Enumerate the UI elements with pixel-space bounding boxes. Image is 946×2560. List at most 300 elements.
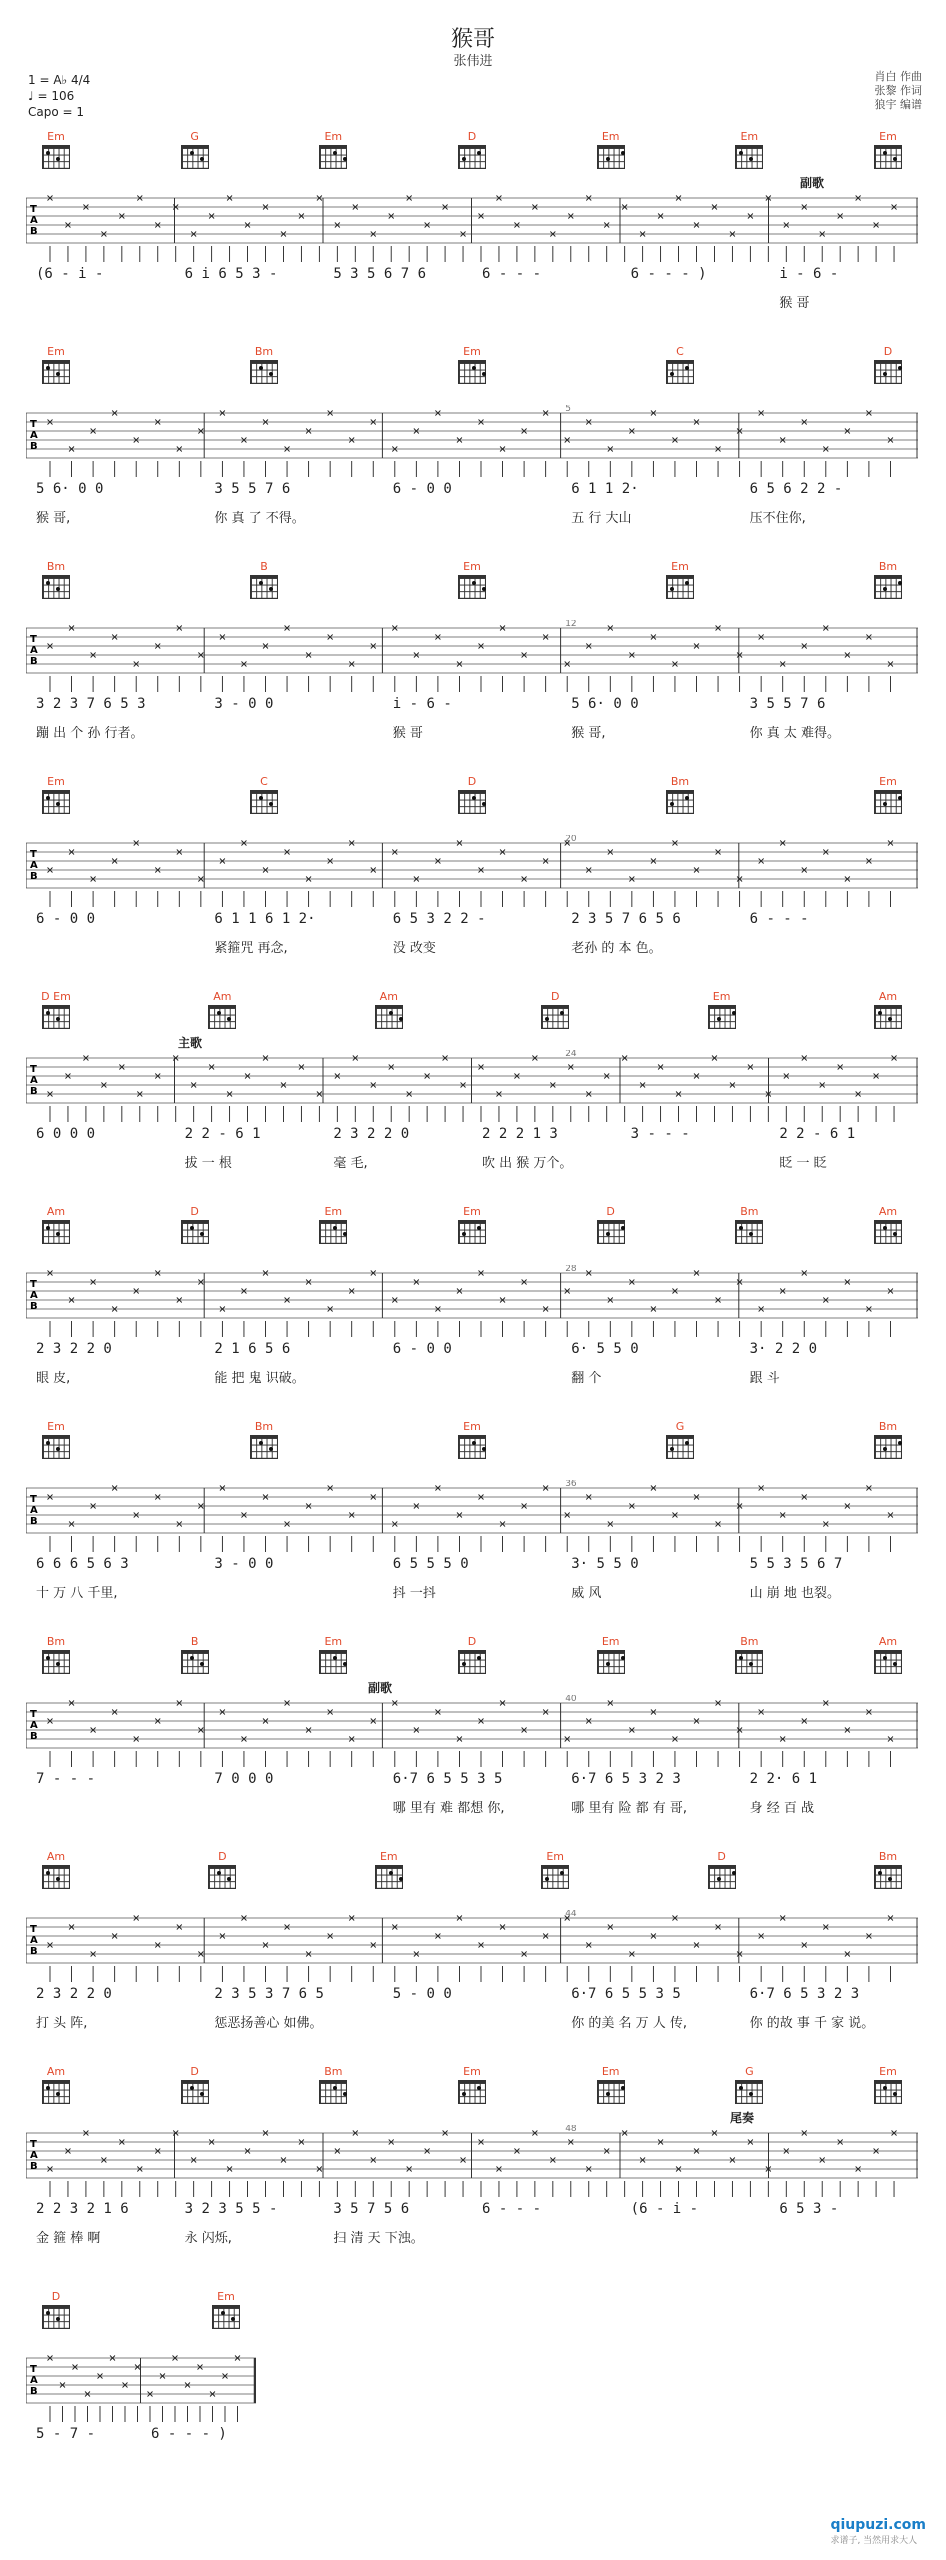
chord-diagram <box>179 2065 211 2104</box>
tab-clef-letter: B <box>30 2386 38 2397</box>
chord-diagram <box>595 1205 627 1244</box>
credit-arranger: 狼宇 编谱 <box>874 98 922 111</box>
lyric-row <box>26 2012 918 2034</box>
chord-diagram <box>872 990 904 1029</box>
finger-dot <box>217 1011 221 1015</box>
lyric-row <box>26 1367 918 1389</box>
tempo: ♩ = 106 <box>28 89 75 103</box>
chord-row <box>26 1850 918 1910</box>
chord-diagram <box>456 1420 488 1459</box>
chord-grid <box>212 2305 240 2329</box>
finger-dot <box>898 366 902 370</box>
finger-dot <box>685 1441 689 1445</box>
jianpu-measure: 3· 5 5 0 <box>571 1556 639 1572</box>
tab-clef-letter: T <box>30 1279 37 1290</box>
chord-diagram <box>40 1850 72 1889</box>
chord-name: Em <box>671 560 689 573</box>
chord-name: Am <box>46 1205 66 1218</box>
jianpu-measure: 6 - - - <box>482 2201 542 2217</box>
chord-grid <box>181 1650 209 1674</box>
finger-dot <box>46 796 50 800</box>
lyric-text: 没 改变 <box>392 941 436 956</box>
jianpu-measure: 6 0 0 0 <box>36 1126 96 1142</box>
lyric-text: 打 头 阵, <box>36 2016 88 2031</box>
jianpu-measure: (6 - i - <box>36 266 104 282</box>
chord-grid <box>458 1220 486 1244</box>
chord-grid <box>458 790 486 814</box>
tab-clef-letter: T <box>30 2364 37 2375</box>
finger-dot <box>621 2086 625 2090</box>
chord-diagram <box>539 1850 571 1889</box>
jianpu-measure: 2 2 - 6 1 <box>184 1126 261 1142</box>
chord-grid <box>874 1865 902 1889</box>
jianpu-row <box>26 1771 918 1797</box>
footer-watermark <box>830 2517 926 2546</box>
tab-staff-svg <box>26 1695 918 1771</box>
finger-dot <box>333 151 337 155</box>
finger-dot <box>56 2092 60 2096</box>
chord-diagram <box>179 130 211 169</box>
finger-dot <box>482 1447 486 1451</box>
chord-row <box>26 2065 918 2125</box>
finger-dot <box>545 1017 549 1021</box>
tab-staff <box>26 1265 918 1341</box>
tab-staff-svg <box>26 2125 918 2201</box>
chord-diagram <box>595 1635 627 1674</box>
tab-clef-letter: A <box>30 860 38 871</box>
measure-number: 20 <box>565 835 577 844</box>
chord-name: Em <box>47 775 65 788</box>
chord-name: D <box>883 345 893 358</box>
chord-name: D <box>717 1850 726 1863</box>
jianpu-row <box>26 911 918 937</box>
chord-name: Em <box>601 2065 620 2078</box>
jianpu-measure: 6 - - - <box>749 911 809 927</box>
lyric-text: 哪 里有 难 都想 你, <box>392 1801 505 1816</box>
finger-dot <box>883 151 887 155</box>
finger-dot <box>893 1232 897 1236</box>
tab-clef-letter: B <box>30 1731 38 1742</box>
chord-name: Em <box>463 1205 481 1218</box>
chord-diagram <box>872 345 904 384</box>
chord-grid <box>874 790 902 814</box>
lyric-text: 十 万 八 千里, <box>36 1586 118 1601</box>
chord-row <box>26 1420 918 1480</box>
jianpu-measure: 6 - - - ) <box>630 266 707 282</box>
score-system <box>26 1850 918 2034</box>
chord-diagram <box>40 130 72 169</box>
finger-dot <box>472 1441 476 1445</box>
chord-grid <box>666 360 694 384</box>
lyric-row <box>26 2452 256 2474</box>
lyric-text: 五 行 大山 <box>571 511 632 526</box>
chord-name: Em <box>324 130 343 143</box>
chord-grid <box>458 1435 486 1459</box>
tab-clef-letter: B <box>30 1086 38 1097</box>
chord-grid <box>735 145 763 169</box>
chord-diagram <box>456 1635 488 1674</box>
jianpu-measure: 3 2 3 7 6 5 3 <box>36 696 146 712</box>
lyric-text: 哪 里有 险 都 有 哥, <box>571 1801 687 1816</box>
score-system <box>26 990 918 1174</box>
chord-grid <box>208 1005 236 1029</box>
chord-grid <box>42 1650 70 1674</box>
finger-dot <box>269 372 273 376</box>
chord-diagram <box>872 2065 904 2104</box>
chord-name: Em <box>601 130 620 143</box>
chord-diagram <box>595 2065 627 2104</box>
jianpu-measure: 6 5 3 2 2 - <box>392 911 486 927</box>
tab-clef-letter: B <box>30 226 38 237</box>
section-label: 副歌 <box>800 176 825 190</box>
finger-dot <box>621 1656 625 1660</box>
chord-name: Am <box>46 2065 66 2078</box>
chord-name: Em <box>324 1205 343 1218</box>
jianpu-measure: 6 - 0 0 <box>392 481 452 497</box>
jianpu-measure: 5 6· 0 0 <box>571 696 639 712</box>
finger-dot <box>888 1877 892 1881</box>
finger-dot <box>259 581 263 585</box>
chord-grid <box>541 1865 569 1889</box>
chord-name: Bm <box>740 1205 759 1218</box>
jianpu-measure: 6 - - - <box>482 266 542 282</box>
jianpu-measure: i - 6 - <box>392 696 452 712</box>
jianpu-measure: 5 3 5 6 7 6 <box>333 266 427 282</box>
finger-dot <box>606 1662 610 1666</box>
chord-diagram <box>248 1420 280 1459</box>
measure-number: 48 <box>565 2125 577 2134</box>
tab-clef-letter: A <box>30 1505 38 1516</box>
jianpu-measure: 5 5 3 5 6 7 <box>749 1556 843 1572</box>
finger-dot <box>749 1662 753 1666</box>
chord-diagram <box>872 1635 904 1674</box>
lyric-text: 吹 出 猴 万个。 <box>482 1156 573 1171</box>
chord-grid <box>181 145 209 169</box>
jianpu-measure: 6·7 6 5 5 3 5 <box>571 1986 681 2002</box>
chord-diagram <box>456 1205 488 1244</box>
finger-dot <box>46 2311 50 2315</box>
finger-dot <box>269 587 273 591</box>
tab-clef-letter: A <box>30 430 38 441</box>
chord-diagram <box>733 1205 765 1244</box>
jianpu-row <box>26 1986 918 2012</box>
finger-dot <box>482 372 486 376</box>
chord-name: Em <box>601 1635 620 1648</box>
chord-grid <box>250 575 278 599</box>
chord-row <box>26 345 918 405</box>
lyric-text: 抖 一抖 <box>392 1586 436 1601</box>
lyric-text: 身 经 百 战 <box>749 1801 814 1816</box>
chord-grid <box>874 145 902 169</box>
finger-dot <box>898 796 902 800</box>
chord-name: Bm <box>46 560 66 573</box>
jianpu-measure: 6 1 1 6 1 2· <box>214 911 316 927</box>
credits <box>875 70 923 112</box>
chord-grid <box>541 1005 569 1029</box>
finger-dot <box>200 1662 204 1666</box>
measure-number: 12 <box>565 620 577 629</box>
jianpu-row <box>26 481 918 507</box>
finger-dot <box>621 1226 625 1230</box>
chord-grid <box>250 790 278 814</box>
tab-staff <box>26 2125 918 2201</box>
jianpu-measure: 3· 2 2 0 <box>749 1341 818 1357</box>
finger-dot <box>46 151 50 155</box>
song-title: 猴哥 <box>450 27 495 52</box>
finger-dot <box>259 1441 263 1445</box>
finger-dot <box>46 1441 50 1445</box>
score-system <box>26 775 918 959</box>
tab-staff-svg <box>26 2350 256 2426</box>
tab-staff-svg <box>26 1050 918 1126</box>
finger-dot <box>56 1877 60 1881</box>
chord-row <box>26 1205 918 1265</box>
chord-row <box>26 990 918 1050</box>
finger-dot <box>888 1017 892 1021</box>
tab-clef-letter: T <box>30 1494 37 1505</box>
jianpu-measure: 3 5 5 7 6 <box>214 481 291 497</box>
finger-dot <box>898 581 902 585</box>
tab-staff <box>26 1695 918 1771</box>
score-system <box>26 345 918 529</box>
finger-dot <box>893 157 897 161</box>
section-label: 副歌 <box>368 1681 393 1695</box>
chord-name: Am <box>878 990 898 1003</box>
tab-clef-letter: A <box>30 1290 38 1301</box>
chord-name: Am <box>46 1850 66 1863</box>
finger-dot <box>883 802 887 806</box>
jianpu-row <box>26 266 918 292</box>
finger-dot <box>462 1662 466 1666</box>
chord-diagram <box>664 1420 696 1459</box>
jianpu-measure: 2 1 6 5 6 <box>214 1341 291 1357</box>
jianpu-measure: 6 6 6 5 6 3 <box>36 1556 129 1572</box>
finger-dot <box>477 1226 481 1230</box>
chord-name: Em <box>879 130 897 143</box>
chord-name: Em <box>47 1420 65 1433</box>
lyric-row <box>26 1152 918 1174</box>
finger-dot <box>749 2092 753 2096</box>
finger-dot <box>56 1447 60 1451</box>
tab-clef-letter: A <box>30 1935 38 1946</box>
finger-dot <box>190 1656 194 1660</box>
chord-name: C <box>676 345 684 358</box>
chord-name: Am <box>379 990 398 1003</box>
lyric-row <box>26 507 918 529</box>
section-label: 主歌 <box>178 1036 203 1050</box>
chord-diagram <box>539 990 571 1029</box>
chord-diagram <box>248 345 280 384</box>
measure-number: 28 <box>565 1265 577 1274</box>
chord-grid <box>735 2080 763 2104</box>
tab-clef-letter: T <box>30 2139 37 2150</box>
chord-diagram <box>733 2065 765 2104</box>
chord-diagram <box>40 2065 72 2104</box>
chord-name: Bm <box>878 1850 898 1863</box>
tab-staff-svg <box>26 1265 918 1341</box>
chord-name: B <box>260 560 268 573</box>
finger-dot <box>606 1232 610 1236</box>
tab-staff <box>26 620 918 696</box>
finger-dot <box>898 1441 902 1445</box>
chord-grid <box>42 1865 70 1889</box>
chord-diagram <box>664 775 696 814</box>
tab-clef-letter: T <box>30 1709 37 1720</box>
chord-name: Bm <box>740 1635 759 1648</box>
finger-dot <box>883 372 887 376</box>
chord-diagram <box>40 1420 72 1459</box>
site-name: qiupuzi.com <box>830 2517 926 2533</box>
jianpu-measure: 7 - - - <box>36 1771 96 1787</box>
finger-dot <box>883 1226 887 1230</box>
finger-dot <box>333 1656 337 1660</box>
chord-name: Em <box>879 2065 897 2078</box>
tab-clef-letter: B <box>30 1946 38 1957</box>
chord-diagram <box>706 990 738 1029</box>
finger-dot <box>56 157 60 161</box>
chord-diagram <box>40 560 72 599</box>
finger-dot <box>343 1232 347 1236</box>
chord-name: Am <box>878 1635 898 1648</box>
finger-dot <box>190 151 194 155</box>
finger-dot <box>343 157 347 161</box>
chord-name: D <box>550 990 560 1003</box>
tab-clef-letter: A <box>30 215 38 226</box>
chord-diagram <box>664 345 696 384</box>
chord-grid <box>458 145 486 169</box>
chord-diagram <box>206 990 238 1029</box>
finger-dot <box>670 587 674 591</box>
chord-diagram <box>595 130 627 169</box>
lyric-text: 猴 哥 <box>779 296 810 311</box>
finger-dot <box>560 1011 564 1015</box>
chord-name: Am <box>878 1205 898 1218</box>
chord-grid <box>597 2080 625 2104</box>
chord-diagram <box>456 345 488 384</box>
chord-diagram <box>40 775 72 814</box>
chord-diagram <box>40 2290 72 2329</box>
finger-dot <box>472 366 476 370</box>
chord-grid <box>375 1865 403 1889</box>
chord-name: Bm <box>46 1635 66 1648</box>
jianpu-measure: 6 5 6 2 2 - <box>749 481 843 497</box>
chord-name: D <box>467 775 477 788</box>
score-system <box>26 130 918 314</box>
chord-diagram <box>872 1850 904 1889</box>
jianpu-measure: 3 5 7 5 6 <box>333 2201 410 2217</box>
chord-name: Am <box>213 990 232 1003</box>
measure-number: 44 <box>565 1910 577 1919</box>
chord-name: Bm <box>254 345 274 358</box>
chord-grid <box>458 360 486 384</box>
finger-dot <box>56 802 60 806</box>
jianpu-measure: 2 3 2 2 0 <box>333 1126 410 1142</box>
jianpu-row <box>26 696 918 722</box>
finger-dot <box>56 372 60 376</box>
chord-name: D <box>467 1635 477 1648</box>
chord-diagram <box>733 1635 765 1674</box>
score-system <box>26 1635 918 1819</box>
chord-name: D <box>190 1205 199 1218</box>
lyric-text: 紧箍咒 再念, <box>214 941 288 956</box>
finger-dot <box>333 2086 337 2090</box>
lyric-text: 翻 个 <box>571 1371 602 1386</box>
finger-dot <box>190 1226 194 1230</box>
chord-name: Bm <box>878 1420 898 1433</box>
finger-dot <box>670 802 674 806</box>
jianpu-measure: 3 - - - <box>630 1126 690 1142</box>
chord-grid <box>597 1220 625 1244</box>
chord-name: D <box>218 1850 227 1863</box>
chord-grid <box>42 145 70 169</box>
chord-name: Bm <box>878 560 898 573</box>
chord-grid <box>666 790 694 814</box>
chord-diagram <box>733 130 765 169</box>
finger-dot <box>227 1877 231 1881</box>
finger-dot <box>883 587 887 591</box>
capo: Capo = 1 <box>28 105 85 119</box>
chord-grid <box>42 2080 70 2104</box>
chord-diagram <box>456 2065 488 2104</box>
chord-grid <box>181 2080 209 2104</box>
chord-name: D <box>51 2290 61 2303</box>
jianpu-measure: 7 0 0 0 <box>214 1771 274 1787</box>
finger-dot <box>739 1226 743 1230</box>
chord-diagram <box>317 2065 349 2104</box>
chord-diagram <box>872 1205 904 1244</box>
finger-dot <box>343 1662 347 1666</box>
finger-dot <box>462 1232 466 1236</box>
jianpu-measure: 6 - 0 0 <box>392 1341 452 1357</box>
finger-dot <box>221 2311 225 2315</box>
jianpu-measure: 2 3 5 7 6 5 6 <box>571 911 681 927</box>
tab-staff <box>26 1480 918 1556</box>
finger-dot <box>749 157 753 161</box>
tab-clef-letter: A <box>30 645 38 656</box>
chord-grid <box>319 145 347 169</box>
finger-dot <box>732 1871 736 1875</box>
chord-name: G <box>675 1420 685 1433</box>
lyric-text: 金 箍 棒 啊 <box>36 2231 101 2246</box>
finger-dot <box>462 157 466 161</box>
chord-grid <box>666 575 694 599</box>
finger-dot <box>482 587 486 591</box>
tab-staff-svg <box>26 1910 918 1986</box>
finger-dot <box>670 1447 674 1451</box>
jianpu-row <box>26 2201 918 2227</box>
credit-lyricist: 张黎 作词 <box>874 84 922 97</box>
jianpu-measure: 6·7 6 5 5 3 5 <box>392 1771 503 1787</box>
chord-diagram <box>706 1850 738 1889</box>
tab-clef-letter: T <box>30 204 37 215</box>
lyric-text: 你 真 了 不得。 <box>214 511 305 526</box>
score-system <box>26 1420 918 1604</box>
chord-row <box>26 775 918 835</box>
jianpu-measure: 3 5 5 7 6 <box>749 696 826 712</box>
jianpu-measure: 3 2 3 5 5 - <box>184 2201 278 2217</box>
finger-dot <box>670 372 674 376</box>
finger-dot <box>472 581 476 585</box>
chord-name: D <box>190 2065 199 2078</box>
finger-dot <box>462 2092 466 2096</box>
chord-row <box>26 2290 256 2350</box>
finger-dot <box>606 157 610 161</box>
chord-diagram <box>179 1635 211 1674</box>
jianpu-measure: 6 1 1 2· <box>571 481 639 497</box>
chord-grid <box>42 575 70 599</box>
chord-name: Em <box>463 2065 481 2078</box>
tab-staff <box>26 835 918 911</box>
